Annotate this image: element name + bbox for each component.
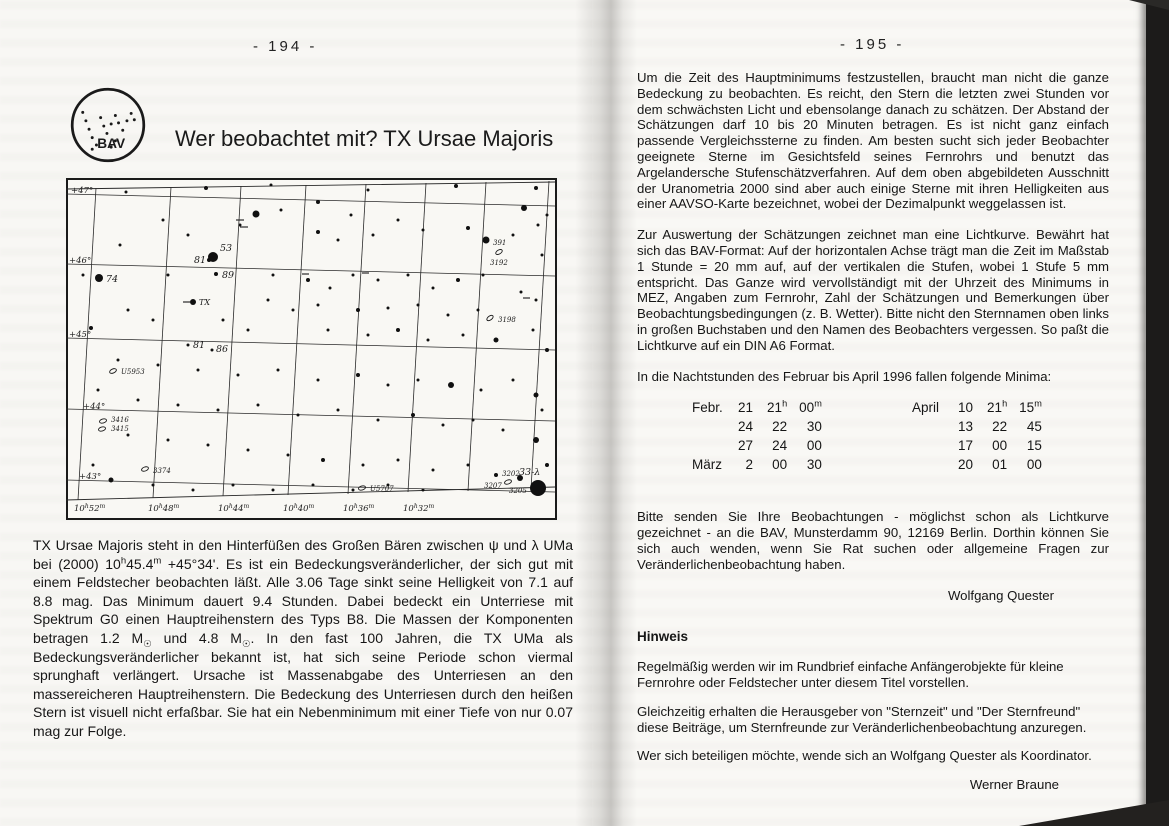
ra-label: 10$^h$52$^m$ (74, 503, 106, 514)
paragraph-observing: Um die Zeit des Hauptminimums festzustellen, braucht man nicht die ganze Bedeckung zu beobachten. Es reicht, den Stern die letzten zwei Stunden vor dem schwächsten Licht und ebensolange danach zu schätzen. Der Abstand der Schätzungen darf 10 bis 20 Minuten betragen. Es ist nicht ganz einfach passende Vergleichssterne zu finden. Am besten sucht sich jeder Beobachter geeignete Sterne im Gesichtsfeld seines Fernrohrs und benutzt das Argelandersche Stufenschätzverfahren. Auf dem oben abgebildeten Ausschnitt der Uranometria 2000 sind aber auch einige Sterne mit ihren Helligkeiten aus einer AAVSO-Karte bezeichnet, wobei der Dezimalpunkt weggelassen ist. (637, 70, 1109, 212)
minima-table-block (637, 399, 1109, 499)
galaxy-label: U5707 (370, 485, 394, 493)
paragraph-minima-intro: In die Nachtstunden des Februar bis April 1996 fallen folgende Minima: (637, 368, 1052, 384)
star-label: 86 (216, 344, 229, 355)
star-label: TX (199, 298, 211, 307)
ra-label: 10$^h$36$^m$ (343, 503, 375, 514)
article-title: Wer beobachtet mit? TX Ursae Majoris (175, 126, 554, 151)
galaxy-label: 3374 (153, 467, 171, 475)
hinweis-paragraph-1: Regelmäßig werden wir im Rundbrief einfache Anfängerobjekte für kleine Fernrohre oder Feldstecher unter diesem Titel vorstellen. (637, 659, 1064, 690)
galaxy-label: 3202 (502, 470, 520, 478)
minima-row: Febr. 21 21$^h$ 00$^m$ (692, 398, 822, 416)
galaxy-label: 3198 (498, 316, 516, 324)
paragraph-send-observations: Bitte senden Sie Ihre Beobachtungen - möglichst schon als Lichtkurve gezeichnet - an die BAV, Munsterdamm 90, 12169 Berlin. Dorthin können Sie sich auch wenden, wenn Sie Rat suchen oder allgemeine Fragen zur Veränderlichenbeobachtung haben. (637, 509, 1109, 572)
galaxy-label: U5953 (121, 368, 145, 376)
minima-row: 27 24 00 (738, 437, 822, 453)
star-chart (66, 178, 557, 520)
ra-label: 10$^h$48$^m$ (148, 503, 180, 514)
signature-quester: Wolfgang Quester (947, 587, 1054, 603)
minima-row: März 2 00 30 (692, 456, 822, 472)
page-number-left: - 194 - (253, 38, 318, 55)
star-label: 81 (193, 340, 206, 351)
galaxy-label: 3192 (490, 259, 508, 267)
minima-table-april (912, 399, 1042, 474)
logo-text: BAV (97, 136, 126, 152)
star-label: 33-λ (519, 467, 541, 478)
right-page-content (637, 70, 1109, 793)
hinweis-paragraph-3: Wer sich beteiligen möchte, wende sich an Wolfgang Quester als Koordinator. (637, 748, 1092, 764)
chart-frame (67, 179, 556, 519)
star-label: 89 (222, 270, 235, 281)
minima-row: 17 00 15 (958, 437, 1042, 453)
galaxy-label: 391 (493, 239, 507, 247)
dec-label: +47° (71, 186, 94, 196)
ra-label: 10$^h$40$^m$ (283, 503, 315, 514)
hinweis-paragraph-2: Gleichzeitig erhalten die Herausgeber von "Sternzeit" und "Der Sternfreund" diese Beiträge, um Sternfreunde zur Veränderlichenbeobachtung anzuregen. (637, 703, 1087, 735)
minima-row: April 10 21$^h$ 15$^m$ (912, 398, 1042, 416)
ra-label: 10$^h$44$^m$ (218, 503, 250, 514)
ra-label: 10$^h$32$^m$ (403, 503, 435, 514)
article-body-text: TX Ursae Majoris steht in den Hinterfüßen des Großen Bären zwischen ψ und λ UMa bei (2000) $10^h45.4^m +45^\circ 34'$. Es ist ein Bedeckungsveränderlicher, der sich gut mit einem Feldstecher beobachten läßt. Alle 3.06 Tage sinkt seine Helligkeit von 7.1 auf 8.8 mag. Das Minimum dauert 9.4 Stunden. Dabei bedeckt ein Unterriese mit Spektrum G0 einen Hauptreihenstern des Typs B8. Die Massen der Komponenten betragen 1.2 $M_☉$ und 4.8 $M_☉$. In den fast 100 Jahren, die TX UMa als Bedeckungsveränderlicher bekannt ist, hat sich seine Periode schon viermal sprunghaft verlängert. Ursache ist Massenabgabe des Unterriesen an den massereicheren Hauptreihenstern. Die Bedeckung des Unterriesen durch den heißen Stern ist visuell nicht erfaßbar. Sie hat ein Nebenminimum mit einer Tiefe von nur 0.07 mag zur Folge. (33, 537, 574, 739)
hinweis-section (637, 659, 1109, 764)
minima-table-feb-maerz (692, 399, 822, 474)
hinweis-heading: Hinweis (637, 629, 689, 645)
scan-edge-right (1146, 0, 1169, 826)
dec-label: +46° (69, 256, 92, 266)
galaxy-label: 3415 (111, 425, 129, 433)
page-number-right: - 195 - (840, 36, 905, 53)
minima-row: 20 01 00 (958, 456, 1042, 472)
galaxy-label: 3205 (509, 487, 527, 495)
minima-row: 13 22 45 (958, 419, 1042, 435)
dec-label: +45° (69, 330, 92, 340)
dec-label: +43° (79, 472, 102, 482)
galaxy-label: 3207 (484, 482, 502, 490)
star-label: 53 (220, 243, 233, 254)
dec-label: +44° (83, 402, 106, 412)
galaxy-label: 3416 (111, 416, 129, 424)
bav-constellation-icon (68, 85, 148, 165)
paragraph-lightcurve: Zur Auswertung der Schätzungen zeichnet man eine Lichtkurve. Bewährt hat sich das BAV-Format: Auf der horizontalen Achse trägt man die Zeit im Maßstab 1 Stunde = 20 mm auf, auf der vertikalen die Stufen, wobei 1 Stufe 5 mm entspricht. Das Ganze wird vervollständigt mit der Uhrzeit des Minimums in MEZ, Angaben zum Fernrohr, Zahl der Schätzungen und Bemerkungen über Beobachtungsbedingungen (z. B. Wetter). Bitte nicht den Sternnamen oben links in großen Buchstaben und den Namen des Beobachters vergessen. So paßt die Lichtkurve auf ein DIN A6 Format. (637, 227, 1109, 353)
page-195 (592, 0, 1148, 826)
star-label: 74 (106, 274, 119, 285)
star-label: 81 (194, 255, 207, 266)
minima-row: 24 22 30 (738, 419, 822, 435)
signature-braune: Werner Braune (969, 777, 1059, 793)
uranometria-chart (66, 178, 557, 520)
bav-logo (68, 85, 148, 165)
